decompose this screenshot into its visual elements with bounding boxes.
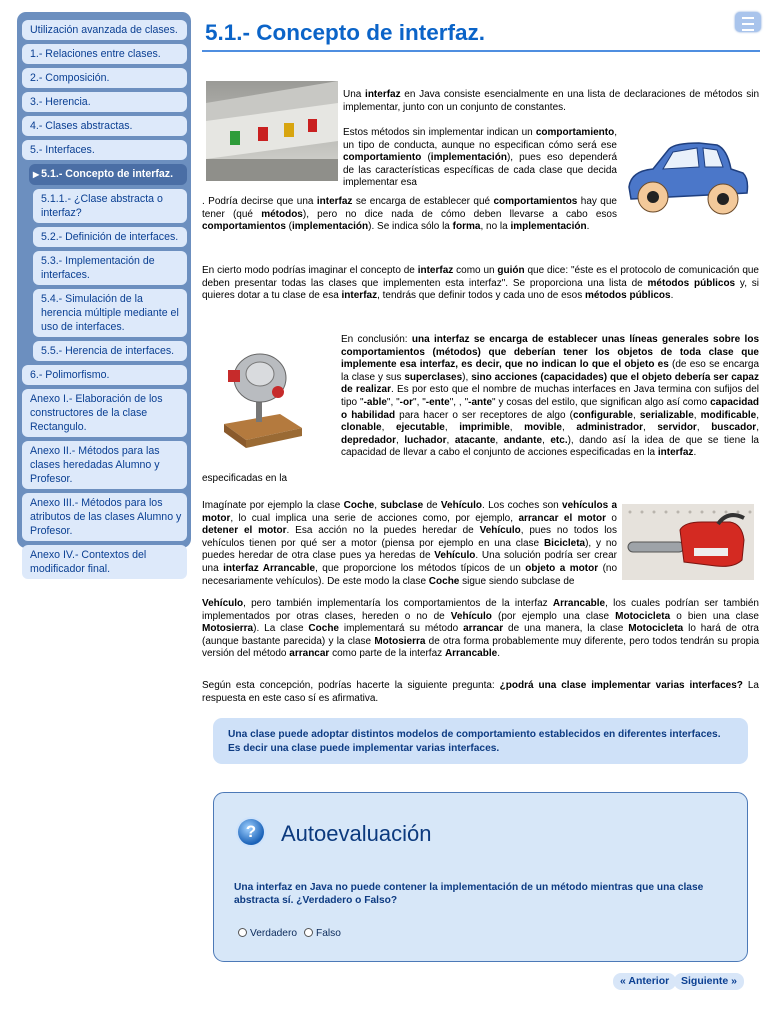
sidebar-item-clase-abstracta-o-interfaz[interactable]: 5.1.1.- ¿Clase abstracta o interfaz? <box>33 189 187 223</box>
info-line-2: Es decir una clase puede implementar varias interfaces. <box>228 742 500 754</box>
sidebar-item-definicion[interactable]: 5.2.- Definición de interfaces. <box>33 227 187 247</box>
next-button[interactable]: Siguiente » <box>674 973 744 990</box>
sidebar-item-herencia-interfaces[interactable]: 5.5.- Herencia de interfaces. <box>33 341 187 361</box>
sidebar-item-relaciones[interactable]: 1.- Relaciones entre clases. <box>22 44 187 64</box>
prev-button[interactable]: « Anterior <box>613 973 676 990</box>
quiz-question: Una interfaz en Java no puede contener la implementación de un método mientras que una clase abstracta sí. ¿Verdadero o Falso? <box>234 882 704 906</box>
paragraph-2-part-a: Estos métodos sin implementar indican un comportamiento, un tipo de conducta, aunque no especifican cómo será ese comportamiento (implementación), pues eso dependerá de las características específicas de cada clase que decida implementar esa <box>343 127 618 189</box>
sidebar-item-herencia-multiple[interactable]: 5.4.- Simulación de la herencia múltiple mediante el uso de interfaces. <box>33 289 187 337</box>
sidebar-item-interfaces[interactable]: 5.- Interfaces. <box>22 140 187 160</box>
sidebar-item-anexo-2[interactable]: Anexo II.- Métodos para las clases heredadas Alumno y Profesor. <box>22 441 187 489</box>
paragraph-6: Según esta concepción, podrías hacerte la siguiente pregunta: ¿podrá una clase implementar varias interfaces? La respuesta en este caso sí es afirmativa. <box>202 680 759 704</box>
caret-right-icon: ▶ <box>33 170 40 179</box>
title-divider <box>202 50 760 52</box>
sidebar-item-anexo-3[interactable]: Anexo III.- Métodos para los atributos de las clases Alumno y Profesor. <box>22 493 187 541</box>
paragraph-2-part-b: . Podría decirse que una interfaz se encarga de establecer qué comportamientos hay que tener (qué métodos), pero no dice nada de cómo deben llevarse a cabo esos comportamientos (implementación). Se indica sólo la forma, no la implementación. <box>202 196 617 233</box>
sidebar-nav <box>17 12 191 575</box>
paragraph-3-container <box>202 265 759 303</box>
main-content <box>202 12 760 52</box>
sidebar-item-utilizacion[interactable]: Utilización avanzada de clases. <box>22 20 187 40</box>
sidebar-item-label: 5.1.- Concepto de interfaz. <box>41 168 174 180</box>
sidebar-item-anexo-4[interactable]: Anexo IV.- Contextos del modificador final. <box>22 545 187 579</box>
info-line-1: Una clase puede adoptar distintos modelos de comportamiento establecidos en diferentes interfaces. <box>228 729 721 740</box>
paragraph-6-container <box>202 680 759 705</box>
paragraph-1: Una interfaz en Java consiste esencialmente en una lista de declaraciones de métodos sin implementar, junto con un conjunto de constantes. <box>343 89 760 113</box>
info-box <box>213 718 748 764</box>
sidebar-item-composicion[interactable]: 2.- Composición. <box>22 68 187 88</box>
paragraph-3: En cierto modo podrías imaginar el concepto de interfaz como un guión que dice: "éste es el protocolo de comunicación que deben presentar todas las clases que implementen esta interfaz". Se proporciona una lista de métodos públicos y, si quieres dotar a tu clase de esa interfaz, tendrás que definir todos y cada uno de esos métodos públicos. <box>202 265 759 302</box>
sidebar-item-clases-abstractas[interactable]: 4.- Clases abstractas. <box>22 116 187 136</box>
intro-paragraph <box>343 89 759 114</box>
paragraph-4-part-b: especificadas en la <box>202 473 288 484</box>
option-falso[interactable]: Falso <box>304 928 341 939</box>
sidebar-item-concepto-interfaz[interactable] <box>29 164 187 185</box>
chainsaw-image <box>622 504 754 580</box>
question-icon: ? <box>238 819 264 845</box>
autoevaluacion-panel <box>213 792 748 962</box>
radio-falso[interactable] <box>304 928 313 937</box>
sidebar-item-anexo-1[interactable]: Anexo I.- Elaboración de los constructores de la clase Rectangulo. <box>22 389 187 437</box>
sidebar-item-herencia[interactable]: 3.- Herencia. <box>22 92 187 112</box>
page-title: 5.1.- Concepto de interfaz. <box>205 20 486 45</box>
radio-verdadero[interactable] <box>238 928 247 937</box>
paragraph-5-part-b: Vehículo, pero también implementaría los comportamientos de la interfaz Arrancable, los cuales podrían ser también implementados por otras clases, hereden o no de Vehículo (por ejemplo una clase Motocicleta o bien una clase Motosierra). La clase Coche implementará su método arrancar de una manera, la clase Motocicleta lo hará de otra (aunque bastante parecida) y la clase Motosierra de otra forma probablemente muy diferente, pero todos tendrán su propia versión del método arrancar como parte de la interfaz Arrancable. <box>202 598 760 660</box>
quiz-title: Autoevaluación <box>281 821 432 846</box>
paragraph-4-part-a: En conclusión: una interfaz se encarga de establecer unas líneas generales sobre los comportamientos (métodos) que deberían tener los objetos de toda clase que implemente esa interfaz, es decir, que no indican lo que el objeto es (de eso se encarga la clase y sus superclases), sino acciones (capacidades) que el objeto debería ser capaz de realizar. Es por esto que el nombre de muchas interfaces en Java termina con sufijos del tipo "-able", "-or", "-ente", , "-ante" y cosas del estilo, que significan algo así como capacidad o habilidad para hacer o ser receptores de algo (configurable, serializable, modificable, clonable, ejecutable, imprimible, movible, administrador, servidor, buscador, depredador, luchador, atacante, andante, etc.), dando así la idea de que se tiene la capacidad de llevar a cabo el conjunto de acciones especificadas en la interfaz. <box>341 334 759 459</box>
sidebar-item-polimorfismo[interactable]: 6.- Polimorfismo. <box>22 365 187 385</box>
sidebar-item-implementacion[interactable]: 5.3.- Implementación de interfaces. <box>33 251 187 285</box>
paragraph-5-part-a: Imagínate por ejemplo la clase Coche, subclase de Vehículo. Los coches son vehículos a motor, lo cual implica una serie de acciones como, por ejemplo, arrancar el motor o detener el motor. Esa acción no la puedes heredar de Vehículo, pues no todos los vehículos tienen por qué ser a motor (piensa por ejemplo en una clase Bicicleta), y no puedes heredar de otra clase pues ya heredas de Vehículo. Una solución podría ser crear una interfaz Arrancable, que proporcione los métodos típicos de un objeto a motor (no necesariamente vehículos). De este modo la clase Coche sigue siendo subclase de <box>202 500 617 587</box>
engine-image <box>220 344 304 450</box>
option-verdadero[interactable]: Verdadero <box>238 928 297 939</box>
